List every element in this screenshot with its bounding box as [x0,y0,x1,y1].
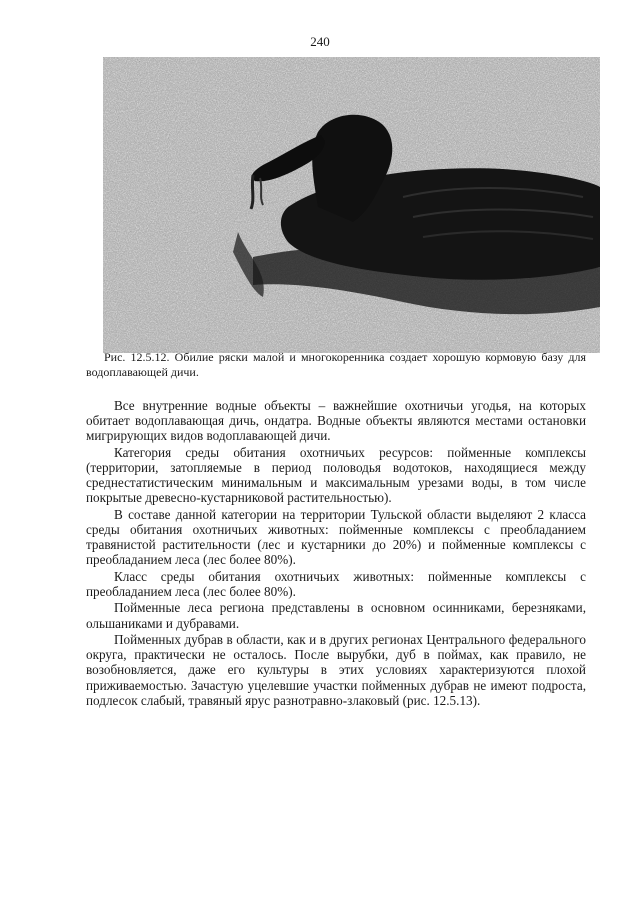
paragraph: Класс среды обитания охотничьих животных: пойменные комплексы с преобладанием леса (лес более 80%). [86,568,586,599]
paragraph: В составе данной категории на территории Тульской области выделяют 2 класса среды обитания охотничьих животных: пойменные комплексы с преобладанием травянистой растительности (лес и кустарники до 20%) и пойменные комплексы с преобладанием леса (лес более 80%). [86,506,586,568]
page-number: 240 [310,34,330,49]
paragraph: Пойменные леса региона представлены в основном осинниками, березняками, ольшаниками и дубравами. [86,600,586,631]
paragraph: Пойменных дубрав в области, как и в других регионах Центрального федерального округа, практически не осталось. После вырубки, дуб в поймах, как правило, не возобновляется, даже его культуры в этих условиях характеризуются плохой приживаемостью. Зачастую уцелевшие участки пойменных дубрав не имеют подроста, подлесок слабый, травяный ярус разнотравно-злаковый (рис. 12.5.13). [86,631,586,708]
paragraph: Все внутренние водные объекты – важнейшие охотничьи угодья, на которых обитает водоплавающая дичь, ондатра. Водные объекты являются местами остановки мигрирующих видов водоплавающей дичи. [86,398,586,444]
body-text [86,398,586,708]
duck-photo-icon [103,57,600,353]
paragraph: Категория среды обитания охотничьих ресурсов: пойменные комплексы (территории, затопляемые в период половодья водотоков, находящиеся между среднестатистическим минимальным и максимальным урезами воды, в том числе покрытые древесно-кустарниковой растительностью). [86,444,586,506]
figure-caption: Рис. 12.5.12. Обилие ряски малой и многокоренника создает хорошую кормовую базу для водоплавающей дичи. [86,350,586,379]
